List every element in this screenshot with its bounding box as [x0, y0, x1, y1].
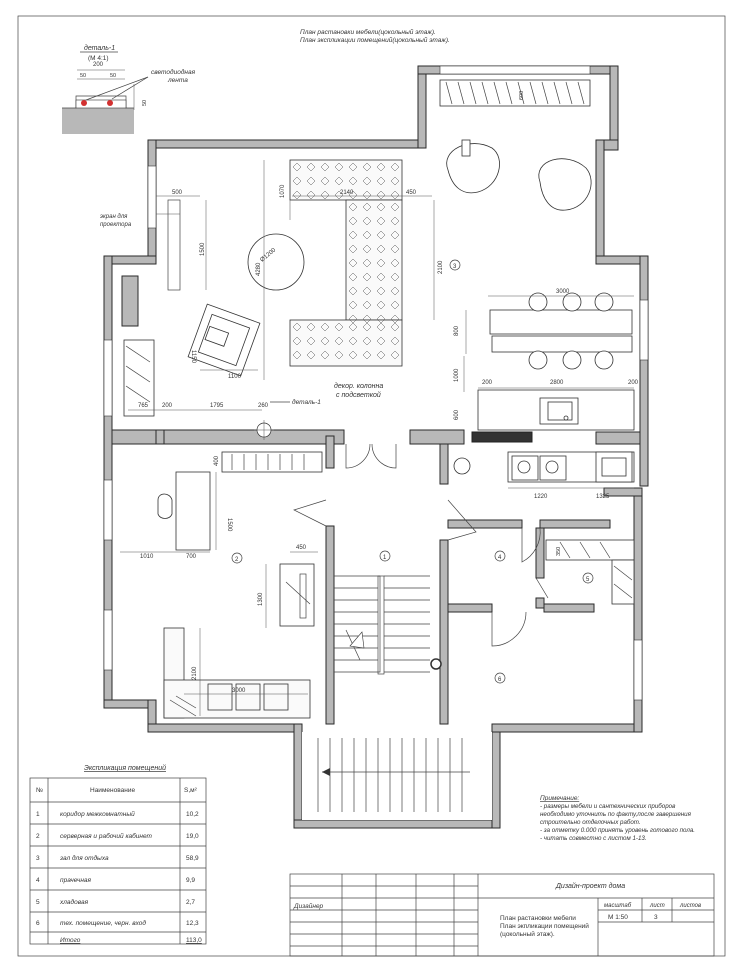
dim-1500-b: 1500 [226, 518, 232, 532]
svg-text:зал для отдыха: зал для отдыха [60, 855, 109, 862]
svg-text:прачечная: прачечная [60, 877, 92, 884]
note-line: - размеры мебели и сантехнических приборов [540, 803, 676, 810]
note-line: необходимо уточнить по факту,после завершения [540, 811, 691, 818]
dim-260: 260 [258, 403, 269, 409]
room-number-4: 4 [498, 555, 502, 561]
svg-text:коридор межкомнатный: коридор межкомнатный [60, 811, 135, 818]
svg-text:2,7: 2,7 [186, 899, 196, 906]
detail-scale: (М 4:1) [88, 55, 109, 62]
dining-chair [563, 293, 581, 311]
stamp-title-3: (цокольный этаж). [500, 931, 555, 938]
total-value: 113,0 [186, 937, 202, 944]
dim-200-a: 200 [482, 380, 493, 386]
dim-450-b: 450 [296, 545, 307, 551]
dim-600-b: 600 [454, 409, 460, 420]
title-stamp [290, 874, 714, 956]
stamp-project: Дизайн-проект дома [556, 883, 626, 890]
note-line: строительно отделочных работ. [540, 819, 641, 826]
detail-title: деталь-1 [84, 45, 116, 52]
table-row [36, 854, 199, 862]
dining-chair [595, 293, 613, 311]
svg-text:10,2: 10,2 [186, 811, 199, 818]
column-label-1: декор. колонна [334, 383, 384, 390]
note-line: - читать совместно с листом 1-13. [540, 835, 647, 842]
stamp-val-sheet: 3 [654, 914, 658, 921]
table-row [36, 898, 195, 906]
room-number-6: 6 [498, 677, 502, 683]
dim-1070: 1070 [280, 184, 286, 198]
dim-3000: 3000 [556, 289, 570, 295]
led-dot-icon [107, 100, 113, 106]
dim-1500: 1500 [200, 242, 206, 256]
dim-800: 800 [454, 325, 460, 336]
stamp-val-scale: М 1:50 [608, 914, 628, 921]
dim-2800: 2800 [550, 380, 564, 386]
dim-4280: 4280 [256, 262, 262, 276]
dim-1200: Ø1200 [259, 247, 278, 264]
explication-title: Экспликация помещений [84, 765, 166, 772]
dim-1325: 1325 [596, 494, 610, 500]
screen-label-2: проектора [100, 222, 132, 228]
dim-450: 450 [406, 190, 417, 196]
room-number-2: 2 [235, 557, 239, 563]
svg-text:серверная и рабочий кабинет: серверная и рабочий кабинет [60, 833, 152, 840]
dim-1300: 1300 [258, 592, 264, 606]
svg-text:1: 1 [36, 811, 40, 818]
stamp-role: Дизайнер [294, 903, 324, 910]
detail-ref-label: деталь-1 [292, 399, 321, 406]
pantry-shelves [546, 540, 634, 604]
detail-dim-left: 50 [80, 73, 87, 79]
office-furniture [158, 452, 322, 718]
svg-text:тех. помещение, черн. вход: тех. помещение, черн. вход [60, 920, 146, 927]
dim-1795: 1795 [210, 403, 224, 409]
dim-200-c: 200 [162, 403, 173, 409]
col-header-name: Наименование [90, 787, 136, 794]
dining-chair [563, 351, 581, 369]
explication-table [30, 764, 206, 944]
notes-title: Примечание: [540, 795, 580, 802]
dim-1220: 1220 [534, 494, 548, 500]
dim-500: 500 [172, 190, 183, 196]
svg-text:хладовая: хладовая [60, 899, 89, 906]
kitchen-counter [478, 390, 634, 430]
header-line-2: План экспликации помещений(цокольный этаж). [300, 37, 450, 44]
dim-1010: 1010 [140, 554, 154, 560]
stamp-col-sheets: листов [680, 903, 702, 909]
dim-2140: 2140 [340, 190, 354, 196]
led-label-2: лента [168, 77, 188, 84]
svg-text:2: 2 [36, 833, 40, 840]
svg-text:19,0: 19,0 [186, 833, 199, 840]
stairs [334, 576, 441, 674]
dim-200-b: 200 [628, 380, 639, 386]
dining-table-with-chairs [490, 293, 632, 369]
col-header-number: № [36, 787, 43, 794]
table-row [36, 810, 199, 818]
note-line: - за отметку 0.000 принять уровень готового пола. [540, 827, 695, 834]
dim-600: 600 [519, 90, 525, 100]
dim-1150: 1150 [190, 350, 196, 363]
recliner-chair [188, 304, 260, 376]
screen-label-1: экран для [100, 214, 128, 220]
dining-chair [529, 351, 547, 369]
column-label-2: с подсветкой [336, 392, 381, 399]
svg-text:58,9: 58,9 [186, 855, 199, 862]
total-label: Итого [60, 937, 81, 944]
projector-screen [168, 200, 180, 290]
detail-dim-side: 50 [142, 99, 148, 106]
dim-3000-b: 3000 [232, 688, 246, 694]
svg-text:4: 4 [36, 877, 40, 884]
room-number-5: 5 [586, 577, 590, 583]
led-dot-icon [81, 100, 87, 106]
wardrobe [440, 80, 590, 106]
room-number-1: 1 [383, 555, 387, 561]
stamp-title-1: План растановки мебели [500, 915, 576, 922]
detail-dim-top: 200 [93, 62, 104, 68]
led-label-1: светодиодная [151, 69, 196, 76]
table-row [36, 877, 195, 884]
dining-chair [595, 351, 613, 369]
armchair-pair [447, 140, 591, 210]
stamp-col-sheet: лист [650, 903, 665, 909]
round-coffee-table [248, 234, 304, 290]
svg-text:5: 5 [36, 899, 40, 906]
svg-text:6: 6 [36, 920, 40, 927]
dim-1100: 1100 [228, 374, 241, 380]
notes-block [540, 795, 695, 842]
dim-700: 700 [186, 554, 197, 560]
dim-2100-b: 2100 [192, 666, 198, 680]
dim-350: 350 [556, 546, 562, 556]
round-column [431, 659, 441, 669]
col-header-area: S,м² [184, 787, 197, 794]
dim-2100: 2100 [438, 260, 444, 274]
detail-1-drawing [62, 44, 196, 134]
dining-chair [529, 293, 547, 311]
stamp-col-scale: масштаб [604, 903, 632, 909]
dim-400: 400 [214, 455, 220, 466]
svg-text:12,3: 12,3 [186, 920, 199, 927]
table-row [36, 919, 199, 927]
room-number-3: 3 [453, 264, 457, 270]
svg-text:9,9: 9,9 [186, 877, 196, 884]
detail-dim-right: 50 [110, 73, 117, 79]
svg-text:3: 3 [36, 855, 40, 862]
table-row [36, 832, 199, 840]
header-line-1: План растановки мебели(цокольный этаж). [300, 29, 436, 36]
lower-stairs [302, 732, 492, 820]
dim-765: 765 [138, 403, 149, 409]
dim-1000: 1000 [454, 368, 460, 382]
stamp-title-2: План экпликации помещений [500, 923, 589, 930]
